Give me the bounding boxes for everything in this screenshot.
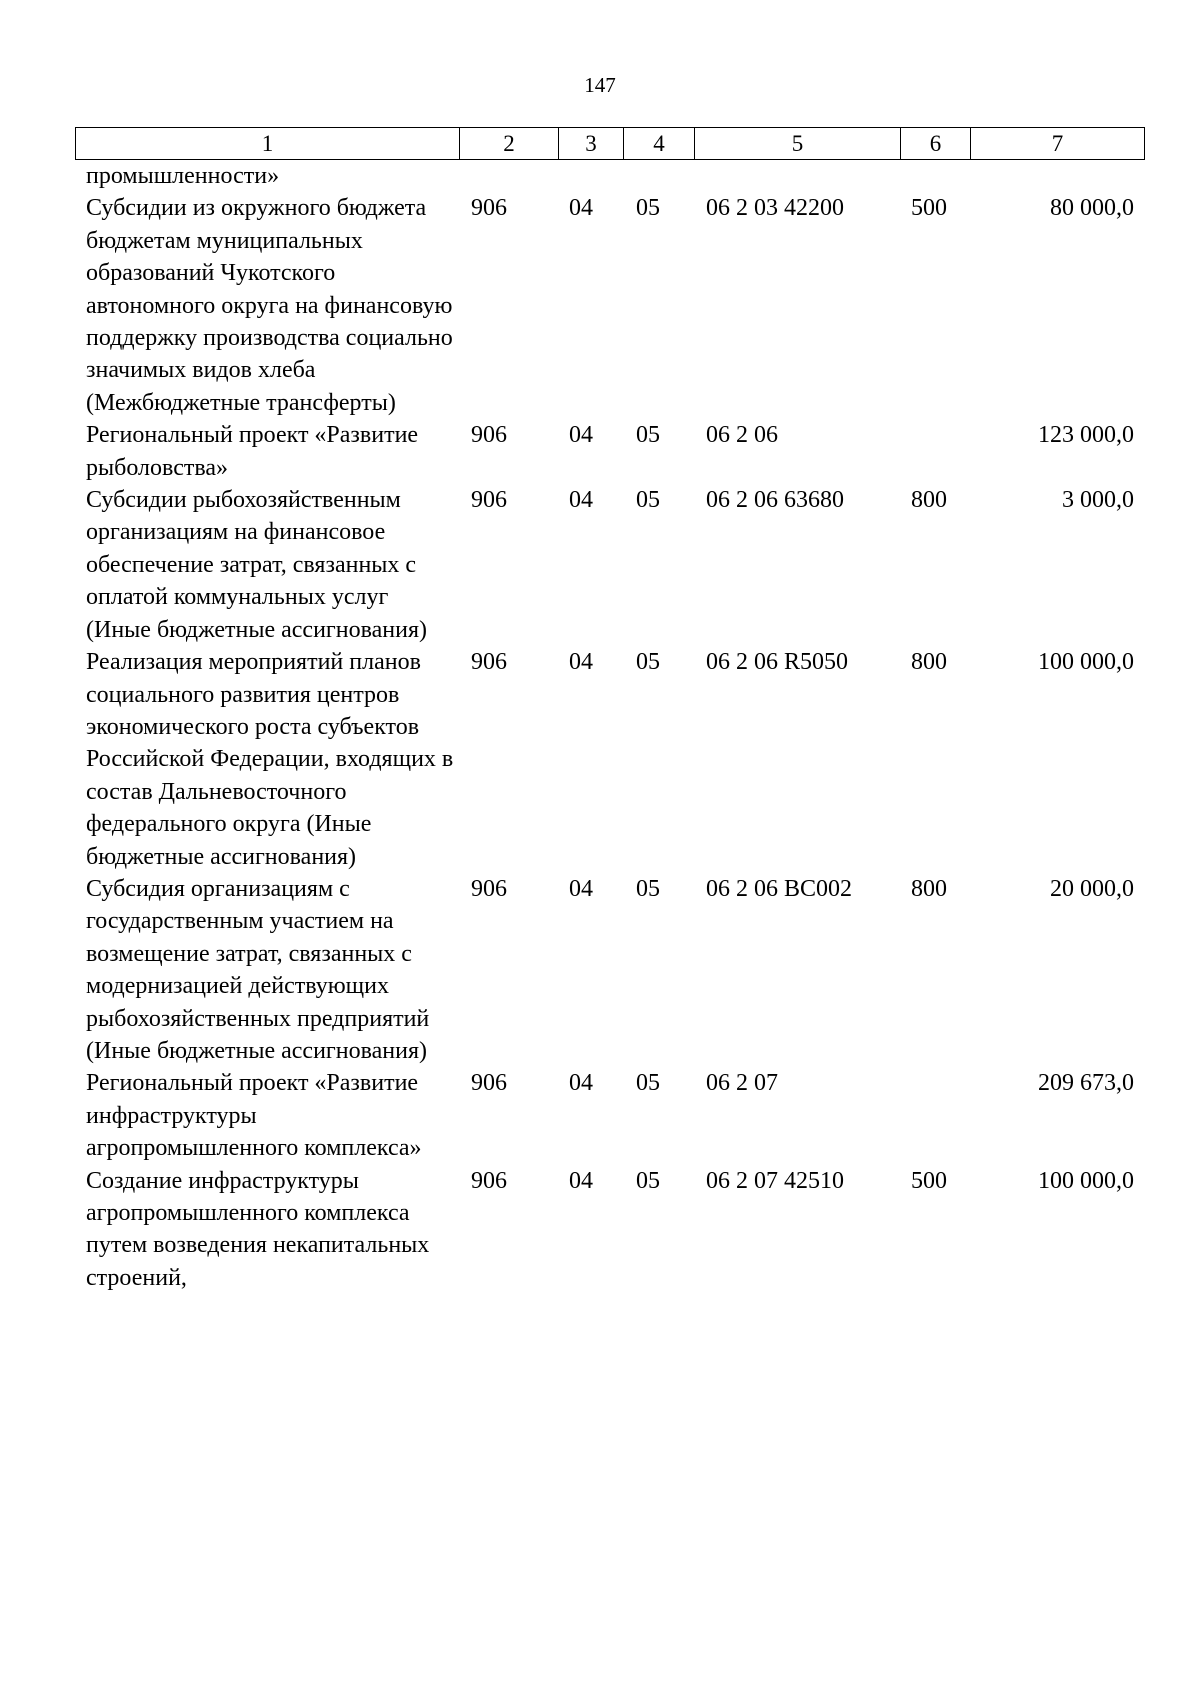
row-expense-type [900, 1067, 970, 1164]
row-ministry: 906 [471, 422, 507, 449]
row-name: Создание инфраструктуры агропромышленного комплекса путем возведения некапитальных строений, [86, 1167, 430, 1291]
row-ministry [459, 160, 558, 192]
row-amount: 20 000,0 [1050, 875, 1134, 902]
row-target-code [694, 160, 900, 192]
row-amount: 3 000,0 [1062, 487, 1134, 514]
header-col-6: 6 [901, 128, 971, 160]
row-amount: 123 000,0 [1038, 422, 1134, 449]
row-subsection [623, 160, 694, 192]
row-amount: 80 000,0 [1050, 195, 1134, 222]
row-subsection: 05 [636, 195, 660, 222]
header-col-5: 5 [695, 128, 901, 160]
row-section: 04 [569, 487, 593, 514]
row-name: Региональный проект «Развитие инфраструктуры агропромышленного комплекса» [86, 1070, 422, 1162]
row-ministry: 906 [471, 487, 507, 514]
row-target-code: 06 2 06 ВС002 [706, 875, 853, 902]
table-row [75, 1165, 1144, 1295]
row-section: 04 [569, 649, 593, 676]
row-expense-type: 800 [911, 875, 947, 902]
row-target-code: 06 2 06 R5050 [706, 649, 849, 676]
table-row [75, 419, 1144, 484]
row-amount: 100 000,0 [1038, 649, 1134, 676]
row-ministry: 906 [471, 1070, 507, 1097]
row-expense-type [900, 160, 970, 192]
row-subsection: 05 [636, 1070, 660, 1097]
row-target-code: 06 2 06 63680 [706, 487, 844, 514]
header-col-1: 1 [76, 128, 460, 160]
row-section [558, 160, 623, 192]
row-expense-type [900, 419, 970, 484]
row-name: Субсидии из окружного бюджета бюджетам муниципальных образований Чукотского автономного округа на финансовую поддержку производства социально значимых видов хлеба (Межбюджетные трансферты) [86, 195, 453, 416]
row-subsection: 05 [636, 1167, 660, 1194]
table-row [75, 484, 1144, 646]
row-amount [970, 160, 1144, 192]
row-subsection: 05 [636, 875, 660, 902]
table-row [75, 1067, 1144, 1164]
header-col-3: 3 [559, 128, 624, 160]
row-expense-type: 500 [911, 1167, 947, 1194]
row-section: 04 [569, 422, 593, 449]
row-ministry: 906 [471, 875, 507, 902]
table-row [75, 873, 1144, 1067]
header-col-2: 2 [460, 128, 559, 160]
budget-table [75, 160, 1144, 1294]
row-subsection: 05 [636, 422, 660, 449]
row-expense-type: 500 [911, 195, 947, 222]
row-name: Субсидии рыбохозяйственным организациям на финансовое обеспечение затрат, связанных с оплатой коммунальных услуг (Иные бюджетные ассигнования) [86, 487, 427, 643]
row-target-code: 06 2 07 [706, 1070, 778, 1097]
row-expense-type: 800 [911, 649, 947, 676]
row-target-code: 06 2 06 [706, 422, 778, 449]
row-ministry: 906 [471, 649, 507, 676]
row-ministry: 906 [471, 1167, 507, 1194]
table-row [75, 192, 1144, 419]
table-row [75, 646, 1144, 873]
row-expense-type: 800 [911, 487, 947, 514]
row-amount: 209 673,0 [1038, 1070, 1134, 1097]
header-col-7: 7 [971, 128, 1145, 160]
row-name: Субсидия организациям с государственным участием на возмещение затрат, связанных с модернизацией действующих рыбохозяйственных предприятий (Иные бюджетные ассигнования) [86, 875, 430, 1064]
row-ministry: 906 [471, 195, 507, 222]
table-header [75, 127, 1145, 160]
row-name: промышленности» [86, 163, 280, 189]
row-section: 04 [569, 1070, 593, 1097]
header-col-4: 4 [624, 128, 695, 160]
row-subsection: 05 [636, 487, 660, 514]
row-section: 04 [569, 875, 593, 902]
row-target-code: 06 2 07 42510 [706, 1167, 844, 1194]
row-section: 04 [569, 195, 593, 222]
row-subsection: 05 [636, 649, 660, 676]
page-number: 147 [584, 73, 616, 97]
row-name: Региональный проект «Развитие рыболовства» [86, 422, 419, 481]
row-section: 04 [569, 1167, 593, 1194]
table-row [75, 160, 1144, 192]
row-name: Реализация мероприятий планов социального развития центров экономического роста субъектов Российской Федерации, входящих в состав Дальневосточного федерального округа (Иные бюджетные ассигнования) [86, 649, 454, 870]
row-amount: 100 000,0 [1038, 1167, 1134, 1194]
row-target-code: 06 2 03 42200 [706, 195, 844, 222]
